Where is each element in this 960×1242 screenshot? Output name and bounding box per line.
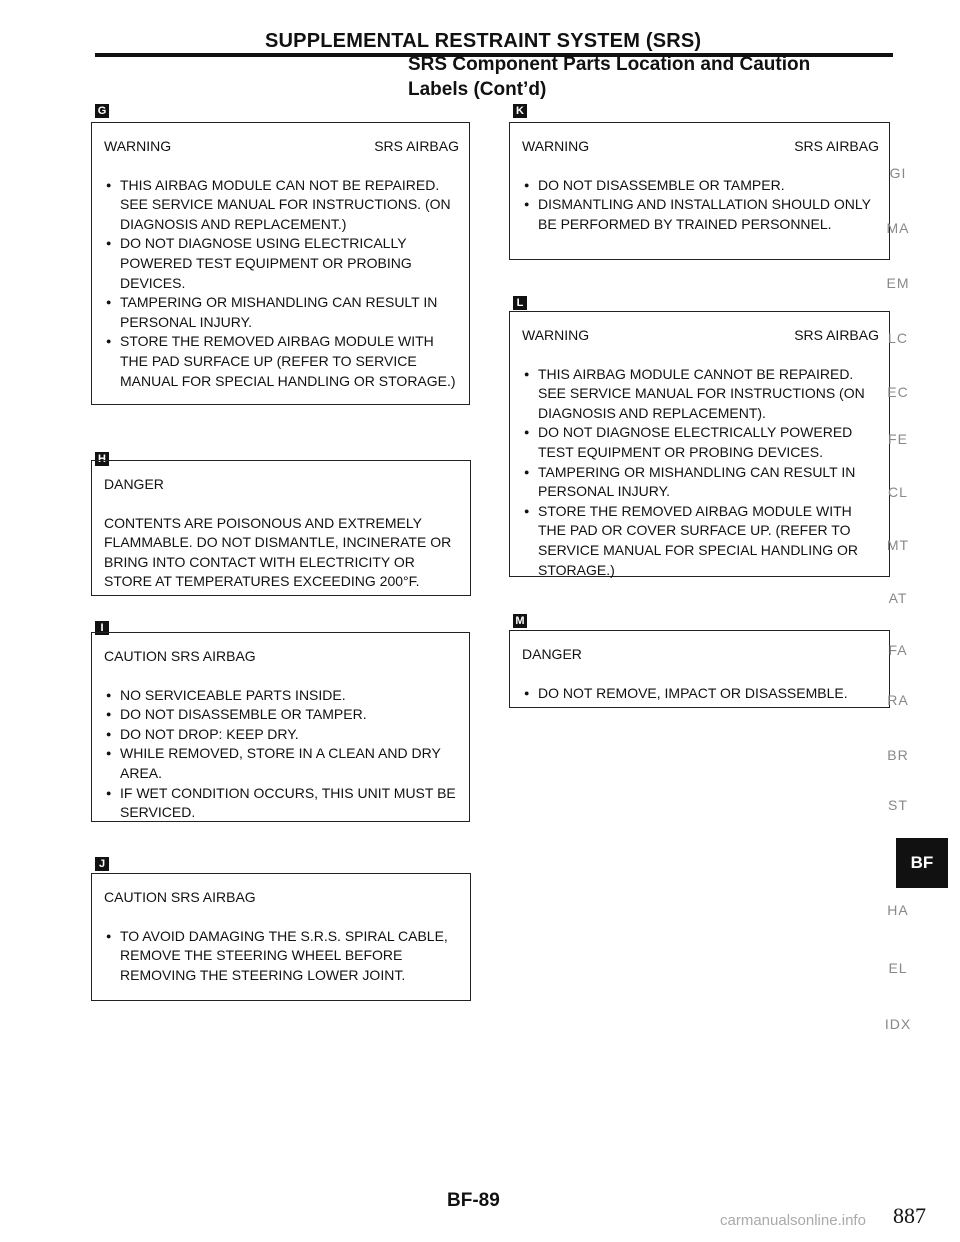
label-tag-i: I [95,621,109,635]
list-item: ● DO NOT DIAGNOSE USING ELECTRICALLY POWERED TEST EQUIPMENT OR PROBING DEVICES. [104,234,459,293]
side-index-lc[interactable]: LC [888,330,908,346]
label-h-type: DANGER [104,476,164,492]
label-l-type: WARNING [522,327,590,343]
side-index-gi[interactable]: GI [889,165,907,181]
label-m-type: DANGER [522,646,582,662]
list-item: ● DO NOT DISASSEMBLE OR TAMPER. [104,705,459,725]
label-i-box [91,632,470,822]
list-item: ● THIS AIRBAG MODULE CANNOT BE REPAIRED. SEE SERVICE MANUAL FOR INSTRUCTIONS (ON DIAGNOSIS AND REPLACEMENT). [522,365,879,424]
label-h-box [91,460,471,596]
page-number: 887 [893,1203,926,1228]
side-index-bf-active[interactable]: BF [896,838,948,888]
side-index-fa[interactable]: FA [888,642,908,658]
label-tag-j: J [95,857,109,871]
label-l-right: SRS AIRBAG [794,327,879,343]
list-item: ● DO NOT DISASSEMBLE OR TAMPER. [522,176,879,196]
label-tag-g: G [95,104,109,118]
label-i-type: CAUTION SRS AIRBAG [104,648,256,664]
list-item: ● WHILE REMOVED, STORE IN A CLEAN AND DRY AREA. [104,744,459,783]
side-index-at[interactable]: AT [888,590,908,606]
subtitle-line-1: SRS Component Parts Location and Caution [408,54,811,75]
side-index-ec[interactable]: EC [887,384,909,400]
page-code: BF-89 [447,1190,500,1211]
label-j-type: CAUTION SRS AIRBAG [104,889,256,905]
side-index-el[interactable]: EL [888,960,908,976]
side-index-ma[interactable]: MA [886,220,910,236]
label-tag-l: L [513,296,527,310]
label-m-box [509,630,890,708]
list-item: ● NO SERVICEABLE PARTS INSIDE. [104,686,459,706]
label-tag-m: M [513,614,527,628]
list-item: ● STORE THE REMOVED AIRBAG MODULE WITH THE PAD OR COVER SURFACE UP. (REFER TO SERVICE MANUAL FOR SPECIAL HANDLING OR STORAGE.) [522,502,879,580]
side-index-idx[interactable]: IDX [884,1016,912,1032]
list-item: ● TAMPERING OR MISHANDLING CAN RESULT IN PERSONAL INJURY. [522,463,879,502]
list-item: ● DO NOT DIAGNOSE ELECTRICALLY POWERED TEST EQUIPMENT OR PROBING DEVICES. [522,423,879,462]
side-index-fe[interactable]: FE [888,431,908,447]
label-g-box [91,122,470,405]
list-item: ● STORE THE REMOVED AIRBAG MODULE WITH THE PAD SURFACE UP (REFER TO SERVICE MANUAL FOR SPECIAL HANDLING OR STORAGE.) [104,332,459,391]
label-h-body: CONTENTS ARE POISONOUS AND EXTREMELY FLAMMABLE. DO NOT DISMANTLE, INCINERATE OR BRING INTO CONTACT WITH ELECTRICITY OR STORE AT TEMPERATURES EXCEEDING 200°F. [104,514,452,590]
label-k-right: SRS AIRBAG [794,138,879,154]
label-j-box [91,873,471,1001]
side-index-ha[interactable]: HA [887,902,909,918]
label-k-type: WARNING [522,138,590,154]
subtitle-line-2: Labels (Cont’d) [408,79,547,100]
side-index-br[interactable]: BR [887,747,909,763]
label-tag-h: H [95,452,109,466]
list-item: ● TO AVOID DAMAGING THE S.R.S. SPIRAL CABLE, REMOVE THE STEERING WHEEL BEFORE REMOVING THE STEERING LOWER JOINT. [104,927,460,986]
label-tag-k: K [513,104,527,118]
list-item: ● DO NOT DROP: KEEP DRY. [104,725,459,745]
label-k-box [509,122,890,260]
list-item: ● DO NOT REMOVE, IMPACT OR DISASSEMBLE. [522,684,879,704]
label-g-right: SRS AIRBAG [374,138,459,154]
watermark: carmanualsonline.info [720,1212,866,1229]
side-index-ra[interactable]: RA [887,692,909,708]
side-index-mt[interactable]: MT [886,537,910,553]
side-index-cl[interactable]: CL [888,484,908,500]
list-item: ● IF WET CONDITION OCCURS, THIS UNIT MUST BE SERVICED. [104,784,459,823]
side-index-st[interactable]: ST [888,797,908,813]
side-index-em[interactable]: EM [886,275,910,291]
list-item: ● TAMPERING OR MISHANDLING CAN RESULT IN PERSONAL INJURY. [104,293,459,332]
label-l-box [509,311,890,577]
label-g-type: WARNING [104,138,172,154]
list-item: ● DISMANTLING AND INSTALLATION SHOULD ONLY BE PERFORMED BY TRAINED PERSONNEL. [522,195,879,234]
section-title: SUPPLEMENTAL RESTRAINT SYSTEM (SRS) [265,30,702,52]
list-item: ● THIS AIRBAG MODULE CAN NOT BE REPAIRED. SEE SERVICE MANUAL FOR INSTRUCTIONS. (ON DIAGNOSIS AND REPLACEMENT.) [104,176,459,235]
